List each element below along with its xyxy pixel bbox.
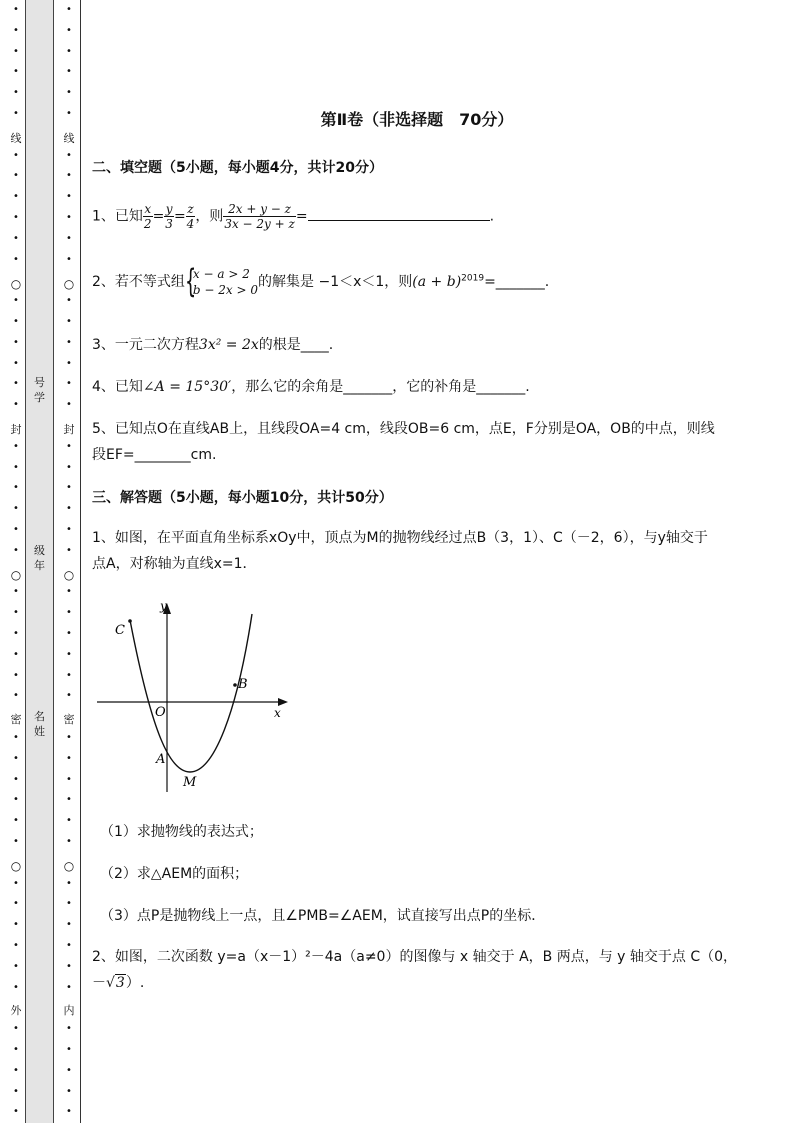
dot-marker: •: [13, 919, 19, 931]
q1-end: .: [489, 208, 495, 225]
dot-marker: •: [66, 794, 72, 806]
dot-marker: •: [13, 336, 19, 348]
frac-den: 2: [143, 217, 152, 231]
side-marker: 内: [63, 1004, 75, 1017]
dot-marker: •: [13, 524, 19, 535]
dot-marker: •: [66, 440, 72, 452]
q2-expr: (a + b): [412, 274, 462, 290]
dot-marker: •: [13, 628, 19, 639]
dot-marker: •: [66, 295, 72, 307]
student-info-strip: [25, 0, 54, 1123]
dot-marker: •: [66, 732, 72, 743]
radicand: 3: [115, 975, 125, 991]
q3-prefix: 3、一元二次方程: [92, 337, 199, 353]
q5-line-2: 段EF=________cm.: [92, 447, 217, 463]
frac-num: z: [187, 202, 194, 216]
fill-question-2: [92, 262, 742, 300]
dot-marker: •: [13, 149, 19, 161]
dot-marker: •: [66, 690, 72, 702]
frac-den: 3x − 2y + z: [224, 217, 295, 231]
q4-prefix: 4、已知: [92, 379, 143, 395]
frac-den: 3: [165, 217, 173, 231]
frac-num: y: [165, 202, 173, 216]
part-title: 第Ⅱ卷（非选择题 70分）: [320, 110, 514, 129]
circle-marker: ○: [10, 568, 22, 582]
q3-tail: 的根是____.: [258, 337, 334, 353]
dot-marker: •: [13, 752, 19, 764]
dot-marker: •: [13, 669, 19, 681]
dot-marker: •: [13, 794, 19, 806]
dot-marker: •: [66, 628, 72, 639]
seal-marker: 封: [63, 423, 75, 436]
p1-line-2: 点A，对称轴为直线x=1．: [92, 556, 257, 572]
dot-marker: •: [13, 940, 19, 951]
dot-marker: •: [13, 482, 19, 494]
fill-question-5: [92, 416, 742, 468]
margin-rule: [80, 0, 81, 1123]
dot-marker: •: [66, 877, 72, 889]
dot-marker: •: [66, 607, 72, 619]
dot-marker: •: [13, 981, 19, 993]
dot-marker: •: [13, 1085, 19, 1097]
dot-marker: •: [13, 4, 19, 15]
p1-subquestion-1: （1）求抛物线的表达式；: [100, 824, 263, 840]
dot-marker: •: [13, 232, 19, 244]
x-axis-arrow: [278, 698, 288, 706]
q4-tail: ，那么它的余角是_______，它的补角是_______.: [231, 379, 530, 395]
dot-marker: •: [13, 170, 19, 182]
dot-marker: •: [13, 87, 19, 99]
dot-marker: •: [66, 773, 72, 785]
dot-marker: •: [66, 191, 72, 203]
q2-prefix: 2、若不等式组: [92, 274, 185, 290]
dot-marker: •: [66, 87, 72, 99]
fill-question-1: [92, 202, 742, 231]
dot-marker: •: [66, 960, 72, 972]
p1-subquestion-2: （2）求△AEM的面积；: [100, 866, 249, 882]
parabola-curve: [130, 614, 252, 772]
equals: =: [152, 208, 165, 225]
dot-marker: •: [66, 212, 72, 223]
dot-marker: •: [66, 45, 72, 57]
secret-marker: 密: [10, 713, 22, 726]
dot-marker: •: [13, 877, 19, 889]
dot-marker: •: [13, 1023, 19, 1035]
dot-marker: •: [13, 773, 19, 785]
dot-marker: •: [13, 607, 19, 619]
dot-marker: •: [66, 66, 72, 78]
secret-marker: 密: [63, 713, 75, 726]
dot-marker: •: [66, 4, 72, 15]
p1-line-1: 1、如图，在平面直角坐标系xOy中，顶点为M的抛物线经过点B（3，1）、C（－2，6），与y轴交于: [92, 530, 708, 546]
dot-marker: •: [13, 960, 19, 972]
dot-marker: •: [66, 836, 72, 847]
dot-marker: •: [13, 378, 19, 390]
dot-marker: •: [13, 1064, 19, 1076]
dot-marker: •: [66, 1023, 72, 1035]
q1-prefix: 1、已知: [92, 208, 143, 225]
label-c: C: [115, 623, 125, 638]
dot-marker: •: [66, 648, 72, 660]
dot-marker: •: [66, 815, 72, 827]
dot-marker: •: [13, 836, 19, 847]
y-axis-label: y: [160, 599, 167, 613]
dot-marker: •: [13, 212, 19, 223]
point-c: [128, 619, 132, 623]
label-a: A: [156, 752, 166, 767]
dot-marker: •: [66, 1106, 72, 1118]
fill-question-3: [92, 332, 742, 358]
p2-line-1: 2、如图，二次函数 y=a（x－1）²－4a（a≠0）的图像与 x 轴交于 A，B 两点，与 y 轴交于点 C（0，: [92, 949, 738, 965]
dot-marker: •: [13, 66, 19, 78]
inequality-row-1: x − a > 2: [192, 267, 250, 281]
dot-marker: •: [66, 586, 72, 598]
binding-margin: [0, 0, 84, 1123]
dot-marker: •: [13, 1106, 19, 1118]
dot-marker: •: [13, 898, 19, 910]
label-b: B: [238, 677, 248, 692]
q2-exponent: 2019: [461, 273, 485, 284]
dot-marker: •: [13, 815, 19, 827]
fill-question-4: [92, 374, 742, 400]
dot-marker: •: [66, 503, 72, 515]
dot-marker: •: [13, 1044, 19, 1055]
dot-marker: •: [66, 24, 72, 36]
dot-marker: •: [66, 752, 72, 764]
dot-marker: •: [66, 170, 72, 182]
label-o: O: [155, 705, 166, 720]
label-m: M: [183, 775, 197, 790]
dot-marker: •: [13, 544, 19, 556]
dot-marker: •: [66, 544, 72, 556]
q4-angle: ∠A = 15°30′: [142, 379, 232, 395]
inequality-row-2: b − 2x > 0: [192, 283, 259, 297]
name-label: 名 姓: [34, 710, 45, 738]
p2-line-2-suffix: ）.: [125, 975, 145, 991]
dot-marker: •: [66, 1085, 72, 1097]
dot-marker: •: [66, 378, 72, 390]
q1-mid: ，则: [195, 208, 224, 225]
circle-marker: ○: [63, 568, 75, 582]
section-solve-title: 三、解答题（5小题，每小题10分，共计50分）: [92, 490, 393, 506]
q3-equation: 3x² = 2x: [198, 337, 259, 353]
q5-line-1: 5、已知点O在直线AB上，且线段OA=4 cm，线段OB=6 cm，点E，F分别是OA，OB的中点，则线: [92, 421, 715, 437]
q2-tail: =_______.: [484, 274, 550, 290]
dot-marker: •: [13, 648, 19, 660]
frac-den: 4: [186, 217, 195, 231]
side-marker: 外: [10, 1004, 22, 1017]
outer-dotted-line: [10, 0, 22, 1123]
sqrt-3: √3: [106, 975, 125, 991]
brace: {: [184, 262, 197, 300]
p1-subquestion-3: （3）点P是抛物线上一点，且∠PMB=∠AEM，试直接写出点P的坐标．: [100, 908, 546, 924]
q2-mid: 的解集是 −1＜x＜1，则: [258, 274, 413, 290]
answer-blank[interactable]: [308, 206, 490, 221]
circle-marker: ○: [63, 277, 75, 291]
fraction-expression: [223, 202, 296, 231]
dot-marker: •: [13, 586, 19, 598]
dot-marker: •: [13, 732, 19, 743]
class-label: 级 年: [34, 544, 45, 572]
dot-marker: •: [66, 482, 72, 494]
dot-marker: •: [66, 357, 72, 369]
seal-marker: 封: [10, 423, 22, 436]
dot-marker: •: [66, 316, 72, 327]
dot-marker: •: [13, 295, 19, 307]
fraction-z-4: [186, 202, 196, 231]
x-axis-label: x: [274, 706, 281, 720]
dot-marker: •: [66, 1064, 72, 1076]
dot-marker: •: [66, 1044, 72, 1055]
parabola-figure: [92, 594, 292, 799]
equals: =: [295, 208, 308, 225]
dot-marker: •: [13, 191, 19, 203]
dot-marker: •: [13, 253, 19, 265]
dot-marker: •: [66, 108, 72, 119]
equals: =: [173, 208, 186, 225]
circle-marker: ○: [10, 277, 22, 291]
dot-marker: •: [13, 440, 19, 452]
dot-marker: •: [66, 669, 72, 681]
p2-line-2-prefix: －: [92, 975, 106, 991]
dot-marker: •: [66, 461, 72, 473]
dot-marker: •: [13, 108, 19, 119]
dot-marker: •: [13, 45, 19, 57]
dot-marker: •: [13, 316, 19, 327]
circle-marker: ○: [63, 859, 75, 873]
inner-dotted-line: [63, 0, 75, 1123]
point-b: [233, 683, 237, 687]
dot-marker: •: [66, 524, 72, 535]
student-number-label: 号 学: [34, 376, 45, 404]
circle-marker: ○: [10, 859, 22, 873]
dot-marker: •: [66, 399, 72, 411]
dot-marker: •: [13, 357, 19, 369]
frac-num: 2x + y − z: [223, 202, 296, 217]
dot-marker: •: [66, 336, 72, 348]
dot-marker: •: [66, 981, 72, 993]
dot-marker: •: [13, 24, 19, 36]
fraction-x-2: [143, 202, 153, 231]
fraction-y-3: [164, 202, 174, 231]
dot-marker: •: [13, 690, 19, 702]
line-marker: 线: [10, 132, 22, 145]
dot-marker: •: [13, 503, 19, 515]
dot-marker: •: [66, 919, 72, 931]
solve-problem-2: [92, 944, 742, 996]
frac-num: x: [144, 202, 152, 216]
inequality-system: [184, 262, 259, 300]
dot-marker: •: [13, 399, 19, 411]
dot-marker: •: [66, 149, 72, 161]
dot-marker: •: [66, 940, 72, 951]
dot-marker: •: [66, 232, 72, 244]
dot-marker: •: [13, 461, 19, 473]
section-fill-in-title: 二、填空题（5小题，每小题4分，共计20分）: [92, 160, 383, 176]
dot-marker: •: [66, 253, 72, 265]
solve-problem-1: [92, 525, 742, 577]
line-marker: 线: [63, 132, 75, 145]
dot-marker: •: [66, 898, 72, 910]
